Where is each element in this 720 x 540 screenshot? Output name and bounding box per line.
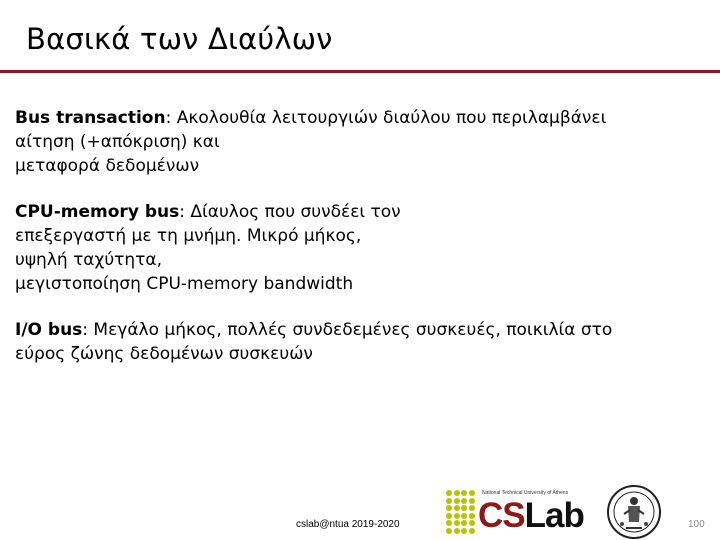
logo-cs: CS: [478, 496, 525, 535]
cslab-logo: [446, 490, 596, 536]
slide-content: [15, 106, 715, 388]
term-cpu-memory-bus: CPU-memory bus: [15, 202, 180, 222]
term-bus-transaction: Bus transaction: [15, 108, 166, 128]
desc-bus-transaction: : Ακολουθία λειτουργιών διαύλου που περιλαμβάνει αίτηση (+απόκριση) και μεταφορά δεδομένων: [15, 108, 607, 176]
bullet-bus-transaction: [15, 106, 715, 178]
logo-lab: Lab: [524, 496, 584, 535]
desc-cpu-memory-bus: : Δίαυλος που συνδέει τον επεξεργαστή με τη μνήμη. Μικρό μήκος, υψηλή ταχύτητα, μεγιστοποίηση CPU-memory bandwidth: [15, 202, 401, 294]
bullet-io-bus: [15, 318, 715, 366]
bullet-cpu-memory-bus: [15, 200, 715, 296]
title-divider: [0, 70, 720, 73]
logo-wordmark: [478, 496, 584, 536]
page-number: 100: [688, 519, 705, 530]
desc-io-bus: : Μεγάλο μήκος, πολλές συνδεδεμένες συσκευές, ποικιλία στο εύρος ζώνης δεδομένων συσκευών: [15, 320, 613, 364]
logo-dots-icon: [446, 490, 476, 536]
footer-center-text: cslab@ntua 2019-2020: [296, 519, 400, 530]
slide-title: Βασικά των Διαύλων: [26, 22, 333, 56]
term-io-bus: I/O bus: [15, 320, 83, 340]
university-seal-icon: [606, 484, 662, 540]
logo-tagline: National Technical University of Athens: [482, 490, 569, 496]
